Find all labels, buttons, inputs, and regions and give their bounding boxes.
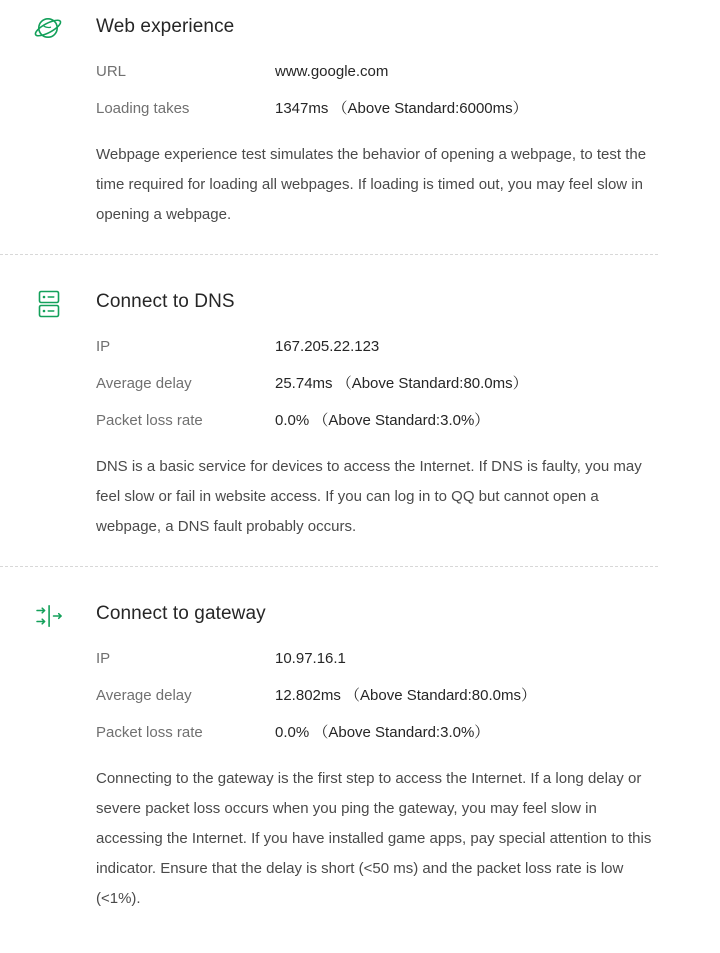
- metric-label: Packet loss rate: [96, 412, 203, 429]
- metric-rows: [96, 336, 658, 431]
- metric-row: [96, 61, 658, 82]
- globe-planet-icon: [32, 12, 66, 46]
- metric-value: 12.802ms （Above Standard:80.0ms）: [275, 687, 536, 704]
- metric-row: [96, 336, 658, 357]
- metric-value: 0.0% （Above Standard:3.0%）: [275, 724, 490, 741]
- metric-row: [96, 98, 658, 119]
- metric-value: 25.74ms （Above Standard:80.0ms）: [275, 375, 528, 392]
- metric-label: Packet loss rate: [96, 724, 203, 741]
- section-description: Connecting to the gateway is the first step to access the Internet. If a long delay or severe packet loss occurs when you ping the gateway, you may feel slow in accessing the Internet. If you have installed game apps, pay special attention to this indicator. Ensure that the delay is short (<50 ms) and the packet loss rate is low (<1%).: [96, 770, 652, 907]
- section-title: Connect to DNS: [96, 291, 235, 312]
- metric-row: [96, 373, 658, 394]
- metric-row: [96, 410, 658, 431]
- section-title: Connect to gateway: [96, 603, 266, 624]
- section-connect-to-gateway: [0, 567, 720, 914]
- metric-value: 1347ms （Above Standard:6000ms）: [275, 100, 528, 117]
- metric-label: Loading takes: [96, 100, 190, 117]
- metric-rows: [96, 61, 658, 119]
- metric-value: 0.0% （Above Standard:3.0%）: [275, 412, 490, 429]
- server-rack-icon: [32, 287, 66, 321]
- metric-row: [96, 648, 658, 669]
- metric-label: Average delay: [96, 687, 192, 704]
- section-description: DNS is a basic service for devices to access the Internet. If DNS is faulty, you may feel slow or fail in website access. If you can log in to QQ but cannot open a webpage, a DNS fault probably occurs.: [96, 458, 642, 535]
- section-connect-to-dns: [0, 255, 720, 567]
- metric-label: IP: [96, 650, 111, 667]
- metric-row: [96, 722, 658, 743]
- metric-label: Average delay: [96, 375, 192, 392]
- metric-label: IP: [96, 338, 111, 355]
- metric-value: 167.205.22.123: [275, 338, 380, 355]
- gateway-arrows-icon: [32, 599, 66, 633]
- section-web-experience: [0, 0, 720, 255]
- metric-value: 10.97.16.1: [275, 650, 346, 667]
- section-description: Webpage experience test simulates the behavior of opening a webpage, to test the time required for loading all webpages. If loading is timed out, you may feel slow in opening a webpage.: [96, 146, 647, 223]
- metric-value: www.google.com: [275, 63, 389, 80]
- metric-row: [96, 685, 658, 706]
- metric-rows: [96, 648, 658, 743]
- metric-label: URL: [96, 63, 127, 80]
- section-title: Web experience: [96, 16, 235, 37]
